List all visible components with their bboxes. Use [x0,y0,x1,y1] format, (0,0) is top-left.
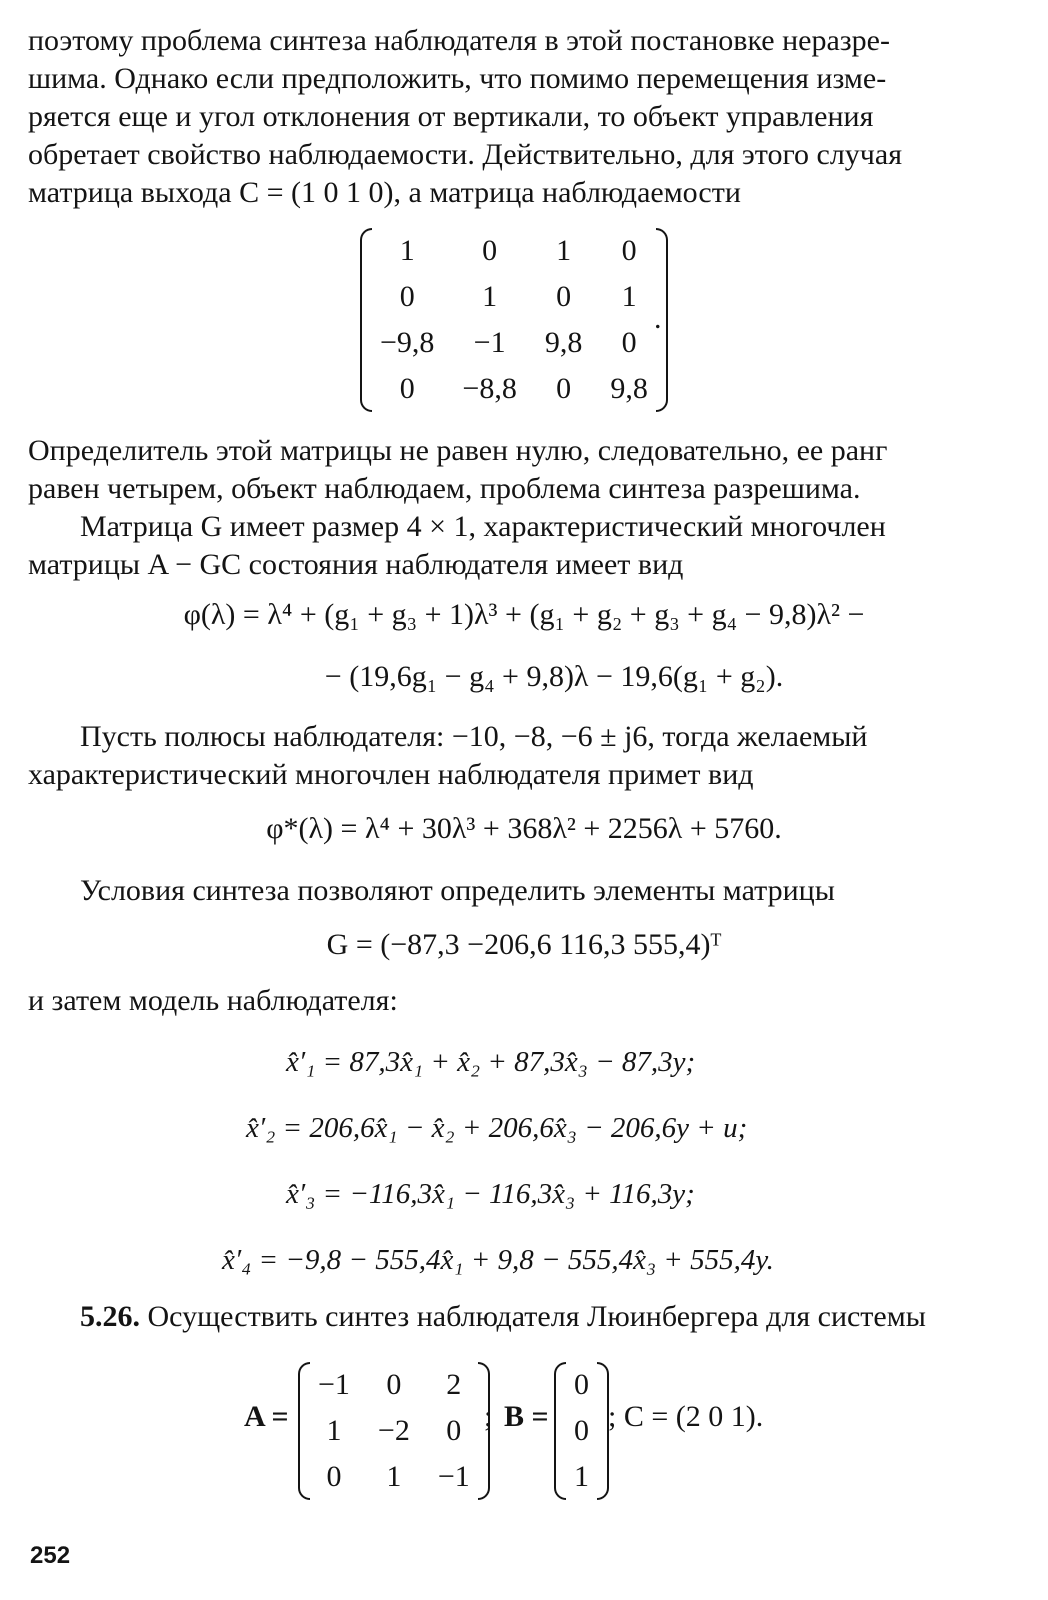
left-paren [298,1362,310,1500]
text-line: Определитель этой матрицы не равен нулю, следовательно, ее ранг [28,434,888,467]
matrix-cell: 1 [326,1414,342,1447]
text-line: обретает свойство наблюдаемости. Действительно, для этого случая [28,138,903,171]
matrix-cell: 0 [574,1414,589,1447]
matrix-cell: 1 [556,234,572,267]
matrix-b [560,1362,603,1500]
text-line: матрица выхода C = (1 0 1 0), а матрица наблюдаемости [28,176,741,209]
problem-text: Осуществить синтез наблюдателя Люинбергера для системы [147,1300,926,1333]
text-line: Пусть полюсы наблюдателя: −10, −8, −6 ± j6, тогда желаемый [80,720,868,753]
equation-characteristic-line1: φ(λ) = λ⁴ + (g₁ + g₃ + 1)λ³ + (g₁ + g₂ + g₃ + g₄ − 9,8)λ² − [183,598,865,631]
matrix-cell: −9,8 [380,326,435,359]
matrix-cell: 0 [386,1368,402,1401]
equation-matrix-g: G = (−87,3 −206,6 116,3 555,4)ᵀ [326,928,722,961]
text-line: поэтому проблема синтеза наблюдателя в этой постановке неразре- [28,24,890,57]
matrix-cell: −2 [377,1414,410,1447]
paragraph-synthesis-conditions [28,872,1020,910]
left-paren [360,228,372,412]
matrix-cell: 0 [621,326,637,359]
observer-equation-4: x̂′₄ = −9,8 − 555,4x̂₁ + 9,8 − 555,4x̂₃ + 555,4y. [222,1244,774,1276]
text-line: Условия синтеза позволяют определить элементы матрицы [80,874,835,907]
problem-5-26 [28,1298,1020,1336]
matrix-cell: 0 [399,280,415,313]
matrix-a [304,1362,484,1500]
matrix-cell: 0 [574,1368,589,1401]
left-paren [554,1362,566,1500]
observer-equation-1: x̂′₁ = 87,3x̂₁ + x̂₂ + 87,3x̂₃ − 87,3y; [286,1046,696,1078]
paragraph-poles [28,718,1020,794]
matrix-cell: 0 [326,1460,342,1493]
paragraph-determinant [28,432,1020,508]
text-line [28,1298,1020,1336]
matrix-cell: 0 [556,372,572,405]
matrix-cell: 0 [399,372,415,405]
matrix-cell: 9,8 [610,372,648,405]
matrix-period: . [654,302,662,335]
text-line: характеристический многочлен наблюдателя примет вид [28,758,754,791]
observability-matrix [366,228,662,412]
equation-desired-polynomial: φ*(λ) = λ⁴ + 30λ³ + 368λ² + 2256λ + 5760. [266,812,782,845]
matrix-cell: 0 [446,1414,462,1447]
text-line: и затем модель наблюдателя: [28,984,398,1017]
matrix-cell: −1 [473,326,506,359]
text-line: равен четырем, объект наблюдаем, проблема синтеза разрешима. [28,472,861,505]
matrix-cell: 1 [482,280,498,313]
matrix-cell: 1 [574,1460,589,1493]
matrix-a-separator: ; [484,1400,493,1433]
matrix-cell: 9,8 [544,326,583,359]
matrix-a-label: A = [244,1400,289,1433]
text-line: шима. Однако если предположить, что помимо перемещения изме- [28,62,887,95]
matrix-cell: −8,8 [462,372,517,405]
matrix-cell: 0 [556,280,572,313]
page-number: 252 [30,1542,71,1569]
paragraph-observer-model [28,982,1020,1020]
text-line: матрицы A − GC состояния наблюдателя имеет вид [28,548,684,581]
matrix-cell: 0 [482,234,498,267]
text-line: Матрица G имеет размер 4 × 1, характеристический многочлен [80,510,886,543]
matrix-cell: −1 [318,1368,350,1401]
paragraph-matrix-g [28,508,1020,584]
matrix-cell: 1 [386,1460,402,1493]
text-line: ряется еще и угол отклонения от вертикали, то объект управления [28,100,874,133]
observer-equation-2: x̂′₂ = 206,6x̂₁ − x̂₂ + 206,6x̂₃ − 206,6y + u; [246,1112,748,1144]
matrix-b-label: B = [504,1400,549,1433]
equation-characteristic-line2: − (19,6g₁ − g₄ + 9,8)λ − 19,6(g₁ + g₂). [324,660,784,693]
matrix-cell: 1 [399,234,415,267]
matrix-cell: −1 [437,1460,470,1493]
problem-number: 5.26. [80,1300,140,1333]
matrix-cell: 2 [446,1368,462,1401]
matrix-cell: 1 [621,280,637,313]
matrix-c-definition: ; C = (2 0 1). [608,1400,764,1433]
observer-equation-3: x̂′₃ = −116,3x̂₁ − 116,3x̂₃ + 116,3y; [286,1178,695,1210]
matrix-cell: 0 [621,234,637,267]
paragraph-observability-intro [28,22,1020,212]
